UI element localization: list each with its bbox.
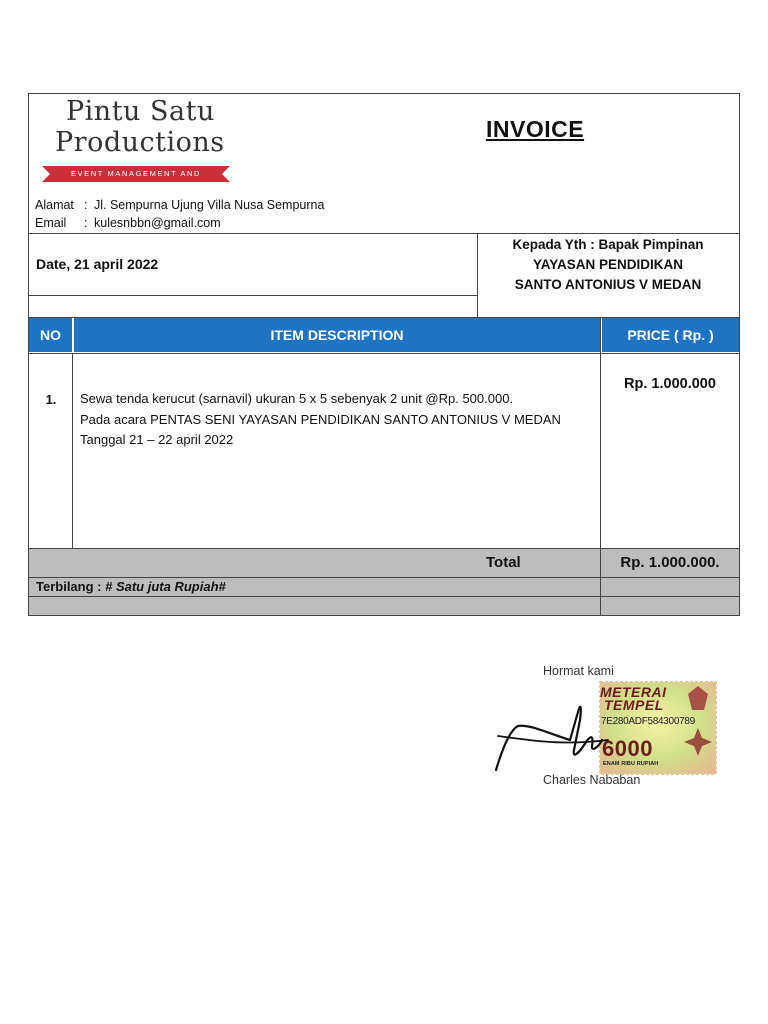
invoice-date: Date, 21 april 2022 <box>36 256 159 272</box>
row-number: 1. <box>45 392 57 407</box>
recipient-block <box>480 235 736 295</box>
recipient-divider <box>477 233 478 317</box>
date-divider <box>28 295 477 296</box>
total-row-top <box>28 548 740 549</box>
address-label: Alamat <box>35 198 74 212</box>
company-name-line2: Productions <box>55 127 225 158</box>
header-price: PRICE ( Rp. ) <box>602 318 739 352</box>
company-name-line1: Pintu Satu <box>66 96 215 127</box>
header-description: ITEM DESCRIPTION <box>74 318 600 352</box>
terbilang-value: # Satu juta Rupiah# <box>105 579 226 594</box>
stamp-line1: METERAI <box>600 684 667 700</box>
stamp-words: ENAM RIBU RUPIAH <box>603 761 659 767</box>
total-col-divider <box>600 548 601 616</box>
invoice-title: INVOICE <box>486 116 585 142</box>
row-price: Rp. 1.000.000 <box>624 376 716 392</box>
address-separator: : <box>84 198 88 212</box>
signature-greeting: Hormat kami <box>543 664 614 678</box>
email-separator: : <box>84 216 88 230</box>
total-value: Rp. 1.000.000. <box>620 554 720 571</box>
header-no: NO <box>29 318 72 352</box>
signatory-name: Charles Nababan <box>543 773 641 787</box>
header-divider <box>28 233 740 234</box>
email-value: kulesnbbn@gmail.com <box>94 216 221 230</box>
address-value: Jl. Sempurna Ujung Villa Nusa Sempurna <box>94 198 325 212</box>
stamp-line2: TEMPEL <box>604 697 664 713</box>
blank-row-top <box>28 596 740 597</box>
table-col-divider-no <box>72 353 73 548</box>
blank-row-bg <box>29 597 739 615</box>
terbilang-row-top <box>28 577 740 578</box>
row-description <box>80 389 561 451</box>
recipient-line2: YAYASAN PENDIDIKAN <box>532 257 684 272</box>
table-body-top <box>28 353 740 354</box>
row-description-line2: Pada acara PENTAS SENI YAYASAN PENDIDIKAN SANTO ANTONIUS V MEDAN <box>80 411 561 427</box>
row-description-line3: Tanggal 21 – 22 april 2022 <box>80 432 234 447</box>
recipient-line3: SANTO ANTONIUS V MEDAN <box>514 277 702 292</box>
recipient-line1: Kepada Yth : Bapak Pimpinan <box>512 237 704 252</box>
handwritten-signature <box>490 690 640 780</box>
row-description-line1: Sewa tenda kerucut (sarnavil) ukuran 5 x 5 sebenyak 2 unit @Rp. 500.000. <box>80 391 514 406</box>
stamp-code: 7E280ADF584300789 <box>601 716 695 727</box>
email-label: Email <box>35 216 67 230</box>
stamp-value: 6000 <box>602 736 653 761</box>
total-label: Total <box>486 554 521 571</box>
company-tagline: EVENT MANAGEMENT AND SERVICE <box>70 169 202 190</box>
amount-in-words <box>36 579 226 594</box>
terbilang-label: Terbilang : <box>36 579 102 594</box>
